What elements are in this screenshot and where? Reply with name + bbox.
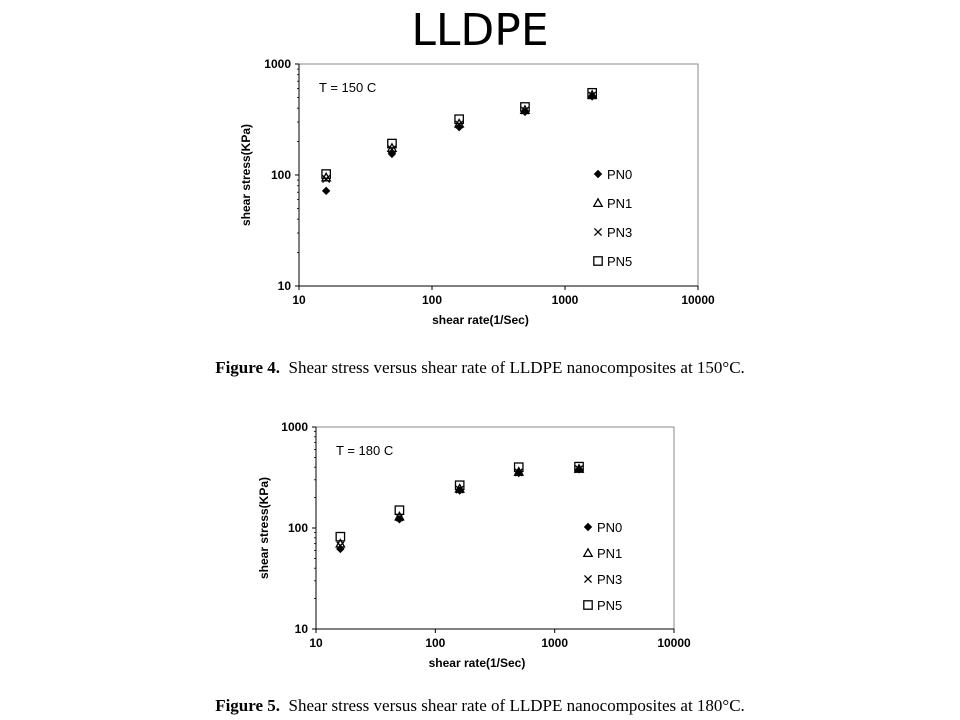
x-tick-label: 10 [292,293,306,307]
figure-5-caption [0,696,960,716]
slide-title: LLDPE [411,5,549,56]
x-tick-label: 10000 [681,293,715,307]
legend-label-pn5: PN5 [607,254,633,269]
legend-label-pn5: PN5 [597,598,623,613]
x-axis-label: shear rate(1/Sec) [432,313,529,327]
figure-5-label: Figure 5. [215,696,281,715]
legend-label-pn3: PN3 [607,225,633,240]
y-tick-label: 100 [287,521,308,535]
y-tick-label: 100 [270,168,291,182]
x-tick-label: 1000 [551,293,579,307]
x-tick-label: 10 [309,636,323,650]
y-axis-label: shear stress(KPa) [239,123,253,227]
legend-label-pn0: PN0 [597,520,623,535]
x-tick-label: 10000 [657,636,691,650]
chart-figure-5 [0,412,960,682]
legend-label-pn1: PN1 [597,546,623,561]
temperature-label: T = 150 C [319,80,377,95]
figure-4-text: Shear stress versus shear rate of LLDPE nanocomposites at 150°C. [288,358,745,377]
x-axis-label: shear rate(1/Sec) [428,656,526,670]
temperature-label: T = 180 C [336,443,394,458]
y-tick-label: 1000 [264,57,291,71]
legend-label-pn0: PN0 [607,167,633,182]
x-tick-label: 100 [425,636,446,650]
y-tick-label: 1000 [281,420,308,434]
y-tick-label: 10 [277,279,291,293]
x-tick-label: 100 [421,293,443,307]
y-axis-label: shear stress(KPa) [257,476,271,580]
figure-4-caption [0,358,960,378]
y-tick-label: 10 [294,622,308,636]
legend-label-pn1: PN1 [607,196,633,211]
legend-label-pn3: PN3 [597,572,623,587]
chart-figure-4 [0,48,960,358]
x-tick-label: 1000 [541,636,569,650]
plot-area [299,64,698,286]
figure-4-label: Figure 4. [215,358,281,377]
figure-5-text: Shear stress versus shear rate of LLDPE nanocomposites at 180°C. [288,696,745,715]
